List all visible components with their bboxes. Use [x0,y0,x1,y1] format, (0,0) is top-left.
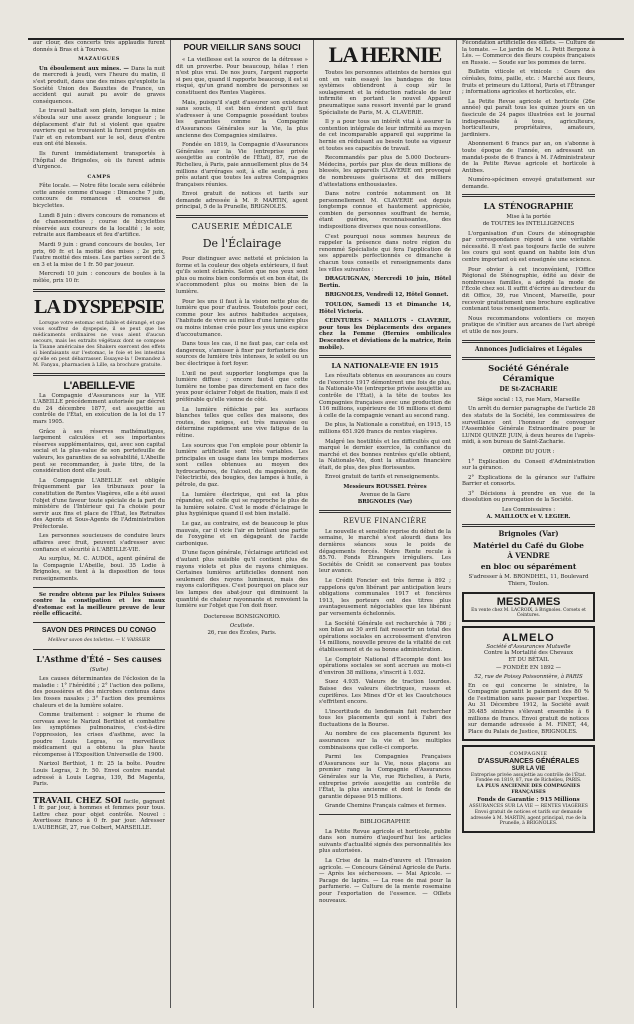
mesdames-ad [462,592,595,622]
article-text: Malgré les hostilités et les difficultés qui ont marqué le dernier exercice, la confiance du marché et des bonnes rentrées qu'elle obtient, la Nationale-Vie, dont la situation financière était, de plus, des plus florissantes. [319,438,451,471]
article-text [33,66,165,106]
ag-fonds: Fonds de Garantie : 915 Millions [477,796,580,803]
article-text: La Petite Revue agricole et horticole (26e année) qui paraît tous les quinze jours en un fascicule de 24 pages illustrées est le journal indispensable à tous, agriculteurs, horticulteurs, propriétaires, amateurs, jardiniers. [462,98,595,138]
article-text: Toutes les personnes atteintes de hernies qui ont en vain essayé les bandages de tous systèmes obtiendront à coup sûr le soulagement et la réduction radicale de leur infirmité en portant le nouvel Appareil pneumatique sans ressort inventé par le grand Spécialiste de Paris, M. A. CLAVERIE. [319,70,451,116]
asthme-sub: (Suite) [89,666,109,673]
ag-text: ASSURANCES SUR LA VIE — RENTES VIAGÈRES [469,803,588,809]
dyspepsie-ad-title: LA DYSPEPSIE [34,295,164,318]
article-text: La Petite Revue agricole et horticole, publie dans son numéro d'aujourd'hui les articles suivants d'actualité signés des personnalités les plus autorisées. [319,828,451,855]
article-text: CEINTURES - MAILLOTS - CLAVERIE, pour tous les Déplacements des organes chez la Femme (Hernies ombilicales Descentes et déviations de la matrice, Rein mobile). [319,318,451,351]
article-text: Fête locale. — Notre fête locale sera célébrée cette année comme d'usage : Dimanche 7 juin, concours de romances et courses de bicyclettes. [33,183,165,210]
travail-title: TRAVAIL CHEZ SOI [33,794,122,805]
article-text: Narizol Berthiot, 1 fr. 25 la boîte. Poudre Louis Legras, 2 fr. 50. Envoi contre mandat adressé à Louis Legras, 139, Bd Magenta, Paris. [33,761,165,788]
article-text: L'œil ne peut supporter longtemps que la lumière diffuse ; encore faut-il que cette lumière ne tombe pas directement en face des yeux pour éclairer l'objet de fixation, mais il est préférable qu'elle vienne de côté. [176,370,308,403]
article-text: Mais, puisqu'il s'agit d'assurer son existence sans soucis, il est bien évident qu'il faut s'adresser à une Compagnie possédant toutes les garanties comme la Compagnie d'Assurances Générales sur la Vie, la plus ancienne des Compagnies similaires. [176,99,308,139]
divider [319,510,451,513]
article-text: S'adresser à M. BRONDHEL, 11, Boulevard Thiers, Toulon. [468,574,589,588]
divider [33,587,165,588]
nationale-title: LA NATIONALE-VIE EN 1915 [331,362,439,371]
article-text: Nous recommandons volontiers ce moyen pratique de s'initier aux arcanes de l'art abrégé et utile de nos jours. [462,315,595,335]
article-text: Numéro-spécimen envoyé gratuitement sur demande. [462,177,595,190]
brignoles-label: Brignoles (Var) [498,529,559,539]
column-2 [171,40,314,1008]
hernie-title: LA HERNIE [328,42,442,67]
article-text: Dans tous les cas, il ne faut pas, car cela est dangereux, s'amuser à fixer par forfanterie des sources de lumière très intenses, le soleil ou un bec électrique à fort foyer. [176,341,308,367]
article-headline: Un éboulement aux mines. — [39,65,129,72]
article-text: Envoi gratuit de tarifs et renseignements. [325,474,440,481]
divider [33,289,165,292]
divider [319,814,451,815]
eclairage-heading: De l'Éclairage [202,237,282,251]
signature-address: 26, rue des Écoles, Paris. [207,629,277,636]
article-text: La Compagnie L'ABEILLE est obligée fréquemment par les tribunaux pour la constitution de Rentes Viagères, elle a été aussi l'objet d'une faveur toute spéciale de la part du ministère de l'Intérieur qui l'a choisie pour servir aux fins et place de l'État, les Retraites des Agents et Sous-Agents de l'Administration Préfectorale. [33,477,165,530]
article-text: Il y a pour tous un intérêt vital à assurer la contention intégrale de leur infirmité au moyen de cet incomparable appareil qui supprime la hernie en réduisant au besoin toute sa vigueur et toutes ses capacités de travail. [319,119,451,152]
article-text: Le Crédit Foncier est très ferme à 892 ; rappelons qu'on libérant par anticipation leurs obligations communales 1917 et foncières 1913, les porteurs ont des titres plus avantageusement négociables que les libérant par versements échelonnés. [319,578,451,617]
article-text: La lumière réfléchie par les surfaces blanches telles que celles des maisons, des routes, des neiges, est très mauvaise ou détermine rapidement une vive fatigue de la rétine. [176,406,308,439]
roussel-address: Avenue de la Gare [359,491,411,498]
article-text: Pour obvier à cet inconvénient, l'Office Régional de Sténographie, édité au désir de nombreuses familles, a adopté la mode de l'École chez soi. Il suffit d'écrire au directeur du dit Office, 39, rue Vincent, Marseille, pour recevoir gratuitement une brochure explicative contenant tous renseignements. [462,266,595,313]
article-text: D'une façon générale, l'éclairage artificiel est d'autant plus nuisible qu'il contient plus de rayons violets et plus de rayons chimiques. Certaines lumières artificielles donnent non seulement des rayons lumineux, mais des rayons calorifiques. C'est pourquoi on place sur les lampes des abat-jour qui diminuent la quantité de chaleur rayonnante et renvoient la lumière sur l'objet que l'on doit fixer. [176,550,308,610]
article-text: Recommandés par plus de 5.000 Docteurs-Médecins, portés par plus de deux millions de blessés, les appareils CLAVERIE ont provoqué de nombreuses guérisons et des milliers d'attestations enthousiastes. [319,155,451,188]
article-body: Dans la nuit de mercredi à jeudi, vers l'heure du matin, il s'est produit, dans une des mines qu'exploite la Société Union des Bauxites de France, un accident qui aurait pu avoir de graves conséquences. [33,65,165,105]
article-text: Grâce à ses réserves mathématiques, largement calculées et ses importantes réserves supplémentaires, qui, avec son capital social et la plus-value de son portefeuille de valeurs, les garanties de sa solvabilité, L'Abeille peut se recommander, à juste titre, de la considération dont elle jouit. [33,428,165,475]
article-text: Comme traitement : soigner le rhume de cerveau avec le Narizol Berthiot et combattre les symptômes pulmonaires, c'est-à-dire l'oppression, les crises d'asthme, avec la poudre Louis Legras, ce merveilleux médicament qui a obtenu la plus haute récompense à l'Exposition Universelle de 1900. [33,712,165,758]
ordre-item: 1° Explication du Conseil d'Administration sur la gérance. [462,458,595,472]
vendre-label: À VENDRE [507,550,550,560]
ag-compagnie: COMPAGNIE [509,751,548,758]
mesdames-text: En vente chez M. LACROIX, à Brignoles. Corsets et Ceintures. [471,607,586,618]
article-text: La Société Générale est recherchée à 786 ; son bilan au 30 avril fait ressortir un total des opérations sociales en accroissement d'environ 14 millions, nouvelle preuve de la vitalité de cet établissement et de sa bonne administration. [319,620,451,653]
town-heading: CAMPS [87,173,111,180]
article-text: Lundi 8 juin : divers concours de romances et de chansonnettes ; course de bicyclettes réservée aux coureurs de la localité ; le soir, retraite aux flambeaux et feu d'artifice. [33,212,165,239]
divider [319,355,451,358]
city-line: TOULON, Samedi 13 et Dimanche 14, Hôtel Victoria. [319,302,451,315]
almelo-title: ALMELO [502,631,555,644]
article-text: De plus, la Nationale a constitué, en 1915, 15 millions 651.926 francs de rentes viagères. [319,422,451,435]
ceramique-siege: Siège social : 13, rue Marx, Marseille [477,396,580,403]
ag-sub: SUR LA VIE [511,765,546,772]
intro-text: aur clour, des concerts très applaudis furent donnés à Bras et à Tourves. [33,40,165,53]
article-text: L'organisation d'un Cours de sténographie par correspondance répond à une véritable nécessité. Il n'est pas toujours facile de suivre les cours qui sont quand on habite loin d'un centre important où est enseignée une science. [462,230,595,264]
assurances-generales-ad [462,745,595,833]
almelo-sub: Contre la Mortalité des Chevaux [483,650,574,657]
almelo-founded: — FONDÉE EN 1892 — [495,665,562,672]
city-line: BRIGNOLES, Vendredi 12, Hôtel Gonnet. [325,292,449,299]
signature-title: Oculiste. [229,623,255,630]
article-text: Fécondation artificielle des oïllets. — Culture de la tomate. — Le jardin de M. L. Petit Bergonz à Lès. — Commerce des fleurs coupées françaises en Russie. — Soude sur les pommes de terre. [462,40,595,66]
article-text: Le travail battait son plein, lorsque la mine s'éboula sur une assez grande longueur ; le déplacement d'air fut si violent que quatre ouvriers qui se trouvaient là furent projetés en l'air et en retombant sur le sol, deux d'entre eux ont été blessés. [33,108,165,148]
column-1 [28,40,171,1008]
ag-text: Entreprise privée assujettie au contrôle de l'État. Fondée en 1819, 87, rue de Richelieu, PARIS. [470,772,587,784]
divider [33,373,165,376]
steno-sub: Mise à la portée [506,214,551,221]
ag-title: D'ASSURANCES GÉNÉRALES [477,757,580,765]
divider [462,340,595,343]
divider [462,524,595,527]
savon-ad-sub: Meilleur savon des toilettes. — V. VAISSIER [48,638,150,643]
biblio-title: BIBLIOGRAPHIE [359,819,411,825]
savon-ad-title: SAVON DES PRINCES DU CONGO [41,627,157,634]
article-text: Parmi les Compagnies Françaises d'Assurances sur la Vie, nous plaçons au premier rang la Compagnie d'Assurances Générales sur la Vie, rue Richelieu, à Paris, entreprise privée assujettie au contrôle de l'État, la plus ancienne et dont le fonds de garantie dépasse 915 millions. [319,754,451,800]
city-line: DRAGUIGNAN, Mercredi 10 juin, Hôtel Bertin. [319,276,451,289]
article-text: Fondée en 1819, la Compagnie d'Assurances Générales sur la Vie (entreprise privée assujettie au contrôle de l'État), 87, rue de Richelieu, à Paris, paie annuellement plus de 54 millions d'arrérages soit, à elle seule, à peu près autant que toutes les autres Compagnies françaises réunies. [176,142,308,188]
divider [33,792,165,793]
divider [176,215,308,218]
article-text: Grande Chemins Français calmes et fermes. [325,803,447,810]
commissaires-names: A. MAILLOUX et V. LEGIER. [486,513,571,520]
materiel-title: Matériel du Café du Globe [473,540,584,550]
ordre-item: 3° Décisions à prendre en vue de la dissolution ou prorogation de la Société. [462,490,595,504]
article-text: Ils furent immédiatement transportés à l'hôpital de Brignoles, où ils furent admis d'urgence. [33,150,165,171]
article-text: Suez 4.935. Valeurs de traction lourdes. Baisse des valeurs électriques, russes et cuprifères. Les Mines d'Or et les Caoutchoucs s'effritent encore. [319,679,451,706]
travail-ad [33,794,166,832]
divider [33,622,165,623]
article-text: Pour les uns il faut à la vision nette plus de lumière que pour d'autres. Toutefois pour ceci, comme pour les autres habitudes acquises, l'habitude de vivre au milieu d'une lumière plus ou moins intense crée pour les yeux une espèce d'accoutumance. [176,298,308,338]
steno-title: LA STÉNOGRAPHIE [483,201,574,212]
article-text: Le gaz, au contraire, est de beaucoup le plus mauvais, car il vicie l'air en brûlant une partie de l'oxygène et en dégageant de l'acide carbonique. [176,521,308,547]
steno-sub: de TOUTES les INTELLIGENCES [482,221,575,228]
article-text: Bulletin viticole et vinicole : Cours des céréales, foins, paille, etc. : Marché aux fleurs, fruits et primeurs du Littoral, Paris et l'Étranger ; informations agricoles et horticoles, etc. [462,69,595,96]
article-text: Mardi 9 juin : grand concours de boules, 1er prix, 60 fr. et la moitié des mises ; 2e prix, l'autre moitié des mises. Les parties seront de 3 en 3 et la mise de 1 fr. 50 par joueur. [33,242,165,268]
article-text: Se rendre obtenu par les Pilules Suisses contre la constipation et les maux d'estomac est la meilleure preuve de leur réelle efficacité. [33,591,165,618]
columns [28,40,628,1008]
commissaires-label: Les Commissaires : [501,507,556,514]
ordre-item: 2° Explications de la gérance sur l'affaire Barrier et consorts. [462,474,595,488]
town-heading: MAZAUGUES [78,56,120,63]
article-text: Le nouvelle et sensible reprise du début de la semaine, le marché s'est alourdi dans les dernières séances sous le poids de dégagements forcés. Notre Rente recule à 85.70. Fonds Étrangers irréguliers. Les Sociétés de Crédit se conservent pas toutes leur avance. [319,528,451,575]
article-text: L'incertitude du lendemain fait rechercher tous les placements qui sont à l'abri des fluctuations de la Bourse. [319,708,451,728]
revue-title: REVUE FINANCIÈRE [343,516,427,525]
travail-text: facile, gagnant 1 fr. par jour, à hommes et femmes pour tous. Lettre chez pour objet contrôle. Nouvel : Avertissez franco à 0 fr. par jour. Adresser L'AUBERGE, 27, rue Colbert, MARSEILLE. [33,798,166,832]
article-text: La Crise de la main-d'œuvre et l'Invasion agricole. — Concours Général Agricole de Paris. — Après les sécheresses. — Mai Apicole. — Pacage de lapins. — La rose de mai pour la parfumerie. — Culture de la mente rosemaine pour l'exportation de l'essence. — Oïllets nouveaux. [319,857,451,904]
divider [462,357,595,360]
article-text: Mercredi 10 juin : concours de boules à la mêlée, prix 10 fr. [33,271,165,284]
article-text: Dans notre contrée notamment on lit personnellement M. CLAVERIE est depuis longtemps connue et hautement appréciée, combien de personnes souffrant de hernie, étant guéries, reconnaissantes, des indispositions diverses que nous conseillons. [319,191,451,231]
ordre-heading: ORDRE DU JOUR : [502,448,555,455]
ceramique-title: Société Générale Céramique [488,364,569,385]
article-text: Les personnes soucieuses de conduire leurs affaires avec fruit, peuvent s'adresser avec confiance et sécurité à L'ABEILLE-VIE. [33,533,165,553]
annonces-heading: Annonces Judiciaires et Légales [474,345,583,353]
article-text: Un arrêt du dernier paragraphe de l'article 28 des statuts de la Société, les commissaires de surveillance ont l'honneur de convoquer l'Assemblée Générale Extraordinaire pour le LUNDI QUINZE JUIN, à deux heures de l'après-midi, à son bureau de Saint-Zacharie. [462,406,595,446]
article-text: La Compagnie d'Assurances sur la VIE L'ABEILLE précédemment autorisée par décret du 24 décembre 1877, est assujettie au contrôle de l'État, en exécution de la loi du 17 mars 1905. [33,392,165,425]
causerie-heading: CAUSERIE MÉDICALE [191,222,293,232]
ag-text: LA PLUS ANCIENNE DES COMPAGNIES FRANÇAISES [476,783,581,796]
signature-name: Docteresse BONSIGNORIO. [203,613,281,620]
article-text: « La vieillesse est la source de la détresse » dit un proverbe. Pour beaucoup, hélas ! rien n'est plus vrai. De nos jours, l'argent rapporte si peu que, quand il rapporte beaucoup, il est si risqué, qu'un grand nombre de personnes se constituent des Rentes Viagères. [176,57,308,96]
roussel-name: Messieurs ROUSSEL Frères [343,484,427,491]
column-3 [314,40,457,1008]
almelo-address: 52, rue de Poissy Poissonnière, à PARIS [474,674,583,680]
asthme-title: L'Asthme d'Été – Ses causes [36,653,162,664]
article-text: Les résultats obtenus en assurances au cours de l'exercice 1917 démontrent une fois de plus, la Nationale-Vie (entreprise privée assujettie au contrôle de l'État), à la tête de toutes les Compagnies françaises avec une production de 116 millions, supérieure de 16 millions et demi à celle de la compagnie venant au second rang. [319,373,451,419]
top-rule [28,38,624,40]
article-text: Le Comptoir National d'Escompte dont les opérations sociales se sont accrues au mois-ci d'environ 38 millions, s'inscrit à 1.032. [319,656,451,676]
article-text: Au nombre de ces placements figurent les assurances sur la vie et les multiples combinaisons que celle-ci comporte. [319,731,451,751]
ceramique-sub: DE St-ZACHARIE [499,386,558,394]
almelo-sub: Société d'Assurances Mutuelle [486,643,571,650]
article-text: C'est pourquoi nous sommes heureux de rappeler la présence dans notre région du renommé Spécialiste qui fera l'application de ses appareils perfectionnés ce dimanche à chacun tous conseils et renseignements dans les villes suivantes : [319,233,451,273]
vieillir-title: POUR VIEILLIR SANS SOUCI [183,42,301,52]
bloc-label: en bloc ou séparément [480,562,577,572]
almelo-text: En ce qui concerne le sinistre, la Compagnie garantit le paiement des 80 % de l'estimation sans passer par l'expertise. Au 31 Décembre 1912, la Société avait 30.485 sinistres s'élevant ensemble à 6 millions de francs. Envoi gratuit de notices sur demande adressée à M. FINET, 44, Place du Palais de Justice, BRIGNOLES. [468,682,589,735]
almelo-ad [462,626,595,742]
article-text: Au surplus, M. C. AUDOL, agent général de la Compagnie L'Abeille, boul. 35 Lodie à Brignoles, se tient à la disposition de tous renseignements. [33,556,165,583]
mesdames-title: MESDAMES [496,595,561,608]
roussel-town: BRIGNOLES (Var) [357,499,413,506]
column-4 [457,40,600,1008]
article-text: Pour distinguer avec netteté et précision la forme et la couleur des objets extérieurs, il faut qu'ils soient éclairés. Selon que nos yeux sont plus ou moins bien conformés et en bon état, ils s'accommodent plus ou moins bien de la lumière. [176,256,308,296]
article-text: Les sources que l'on emploie pour obtenir la lumière artificielle sont très variables. Les principales en usage dans les temps modernes sont celles obtenues au moyen des hydrocarbures, de l'alcool, du magnésium, de l'électricité, des bougies, des lampes à huile, à pétrole, du gaz. [176,442,308,489]
almelo-sub: ET DU BÉTAIL [508,656,549,663]
divider [462,194,595,197]
ag-text: Envoi gratuit de notices et tarifs sur demande adressée à M. MARTIN, agent principal, rue de la Prunelle, à BRIGNOLES. [470,810,587,827]
abeille-title: L'ABEILLE-VIE [63,379,135,392]
divider [33,649,165,650]
article-text: Envoi gratuit de notices et tarifs sur demande adressée à M. P. MARTIN, agent principal, 5 de la Prunelle, BRIGNOLES. [176,191,308,211]
article-text: Abonnement 6 francs par an, on s'abonne à toute époque de l'année, en adressant un mandat-poste de 6 francs à M. l'Administrateur de la Petite Revue agricole et horticole à Antibes. [462,141,595,174]
ad-text: Lorsque votre estomac est faible et dérangé, et que vous souffrez de dyspepsie, il se peut que les médicaments ordinaires ne vous aient d'aucun secours, mais les extraits végétaux dont se compose la Tisane américaine des Shakers exercent des effets si bienfaisants sur l'estomac, le foie et les intestins qu'elle en peut débarrasser. Essayez-la ! Demandez à M. Fanyau, pharmacien à Lille, sa brochure gratuite. [33,320,165,368]
article-text: La lumière électrique, qui est la plus répandue, est celle qui se rapproche le plus de la lumière solaire. C'est le mode d'éclairage le plus hygiénique quand il est bien installé. [176,491,308,518]
article-text: Les causes déterminantes de l'éclosion de la maladie : 1° l'hérédité ; 2° l'action des pollens, des poussières et des microbes contenus dans les fosses nasales ; 3° l'action des premières chaleurs et de la lumière solaire. [33,676,165,709]
